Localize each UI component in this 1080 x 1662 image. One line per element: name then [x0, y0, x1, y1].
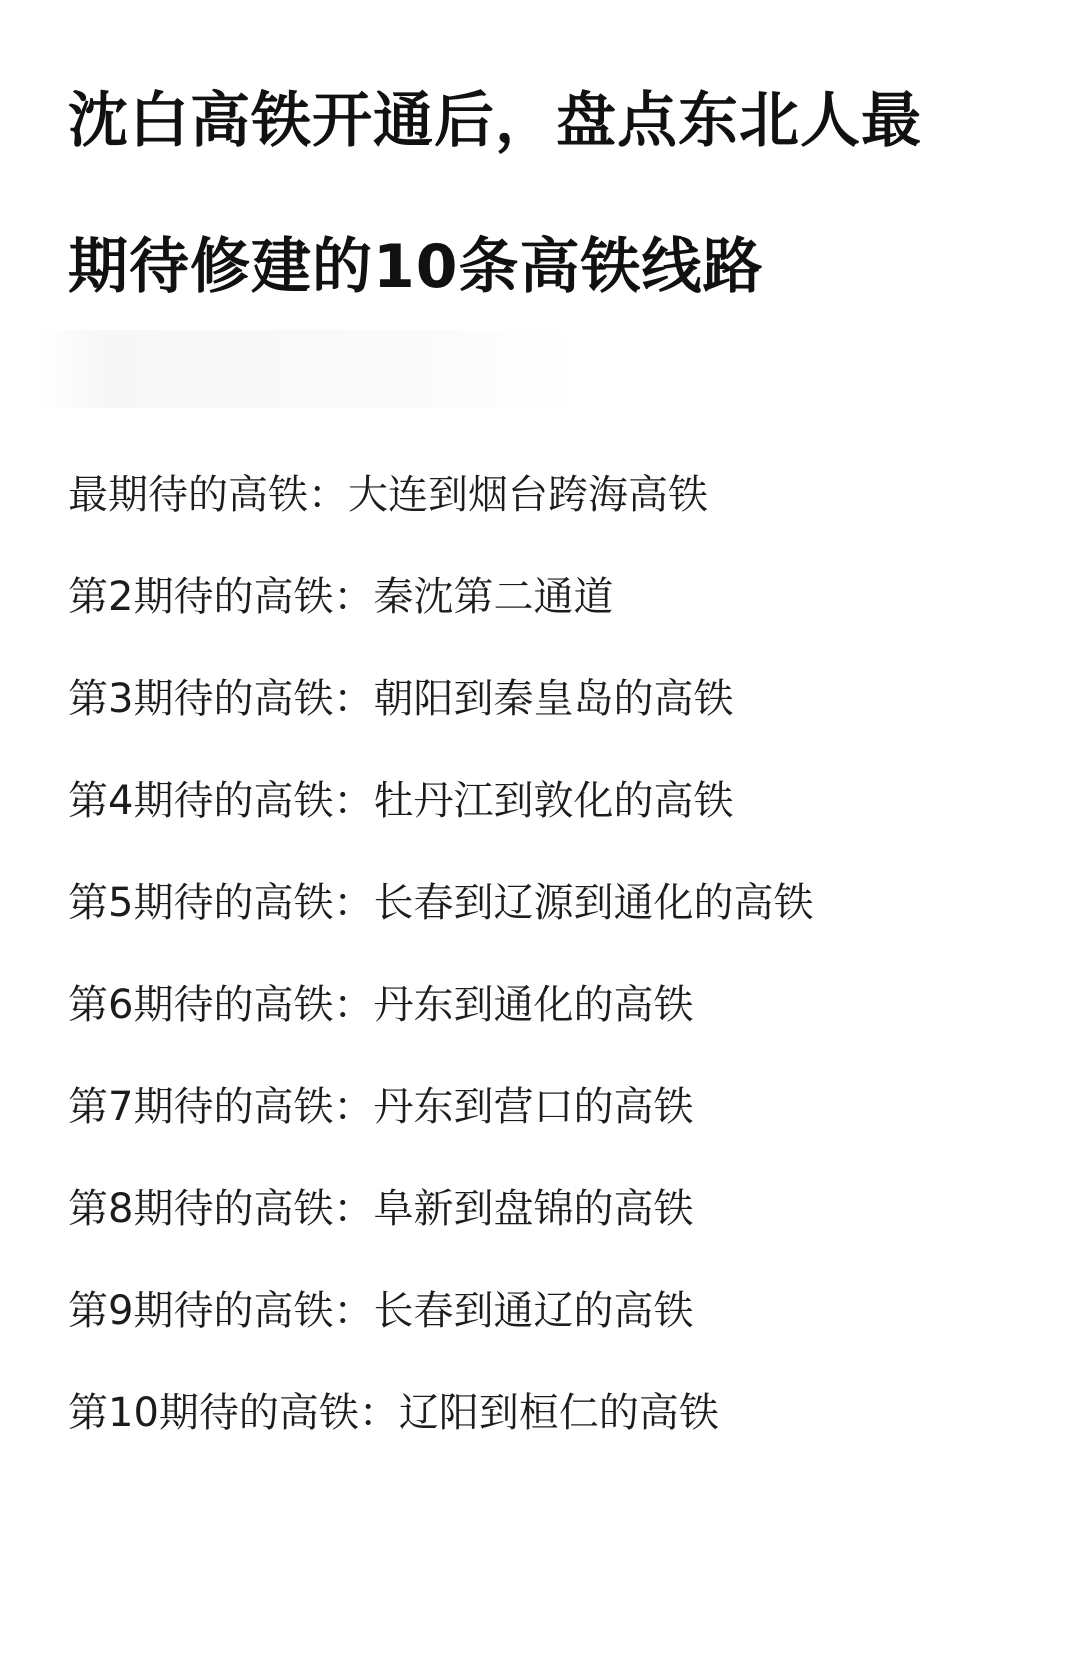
- list-item: 第8期待的高铁：阜新到盘锦的高铁: [68, 1186, 694, 1232]
- faded-image-strip: [36, 330, 576, 408]
- list-item: 第10期待的高铁：辽阳到桓仁的高铁: [68, 1390, 719, 1436]
- article: [68, 0, 1028, 340]
- article-title: [68, 0, 1028, 340]
- list-item: 第6期待的高铁：丹东到通化的高铁: [68, 982, 694, 1028]
- list-item: 第9期待的高铁：长春到通辽的高铁: [68, 1288, 694, 1334]
- list-item: 最期待的高铁：大连到烟台跨海高铁: [68, 472, 708, 518]
- list-item: 第4期待的高铁：牡丹江到敦化的高铁: [68, 778, 734, 824]
- title-line-2: 期待修建的10条高铁线路: [68, 232, 764, 302]
- list-item: 第2期待的高铁：秦沈第二通道: [68, 574, 614, 620]
- railway-list: [68, 470, 1028, 1490]
- list-item: 第5期待的高铁：长春到辽源到通化的高铁: [68, 880, 814, 926]
- title-line-1: 沈白高铁开通后，盘点东北人最: [68, 86, 922, 156]
- list-item: 第7期待的高铁：丹东到营口的高铁: [68, 1084, 694, 1130]
- list-item: 第3期待的高铁：朝阳到秦皇岛的高铁: [68, 676, 734, 722]
